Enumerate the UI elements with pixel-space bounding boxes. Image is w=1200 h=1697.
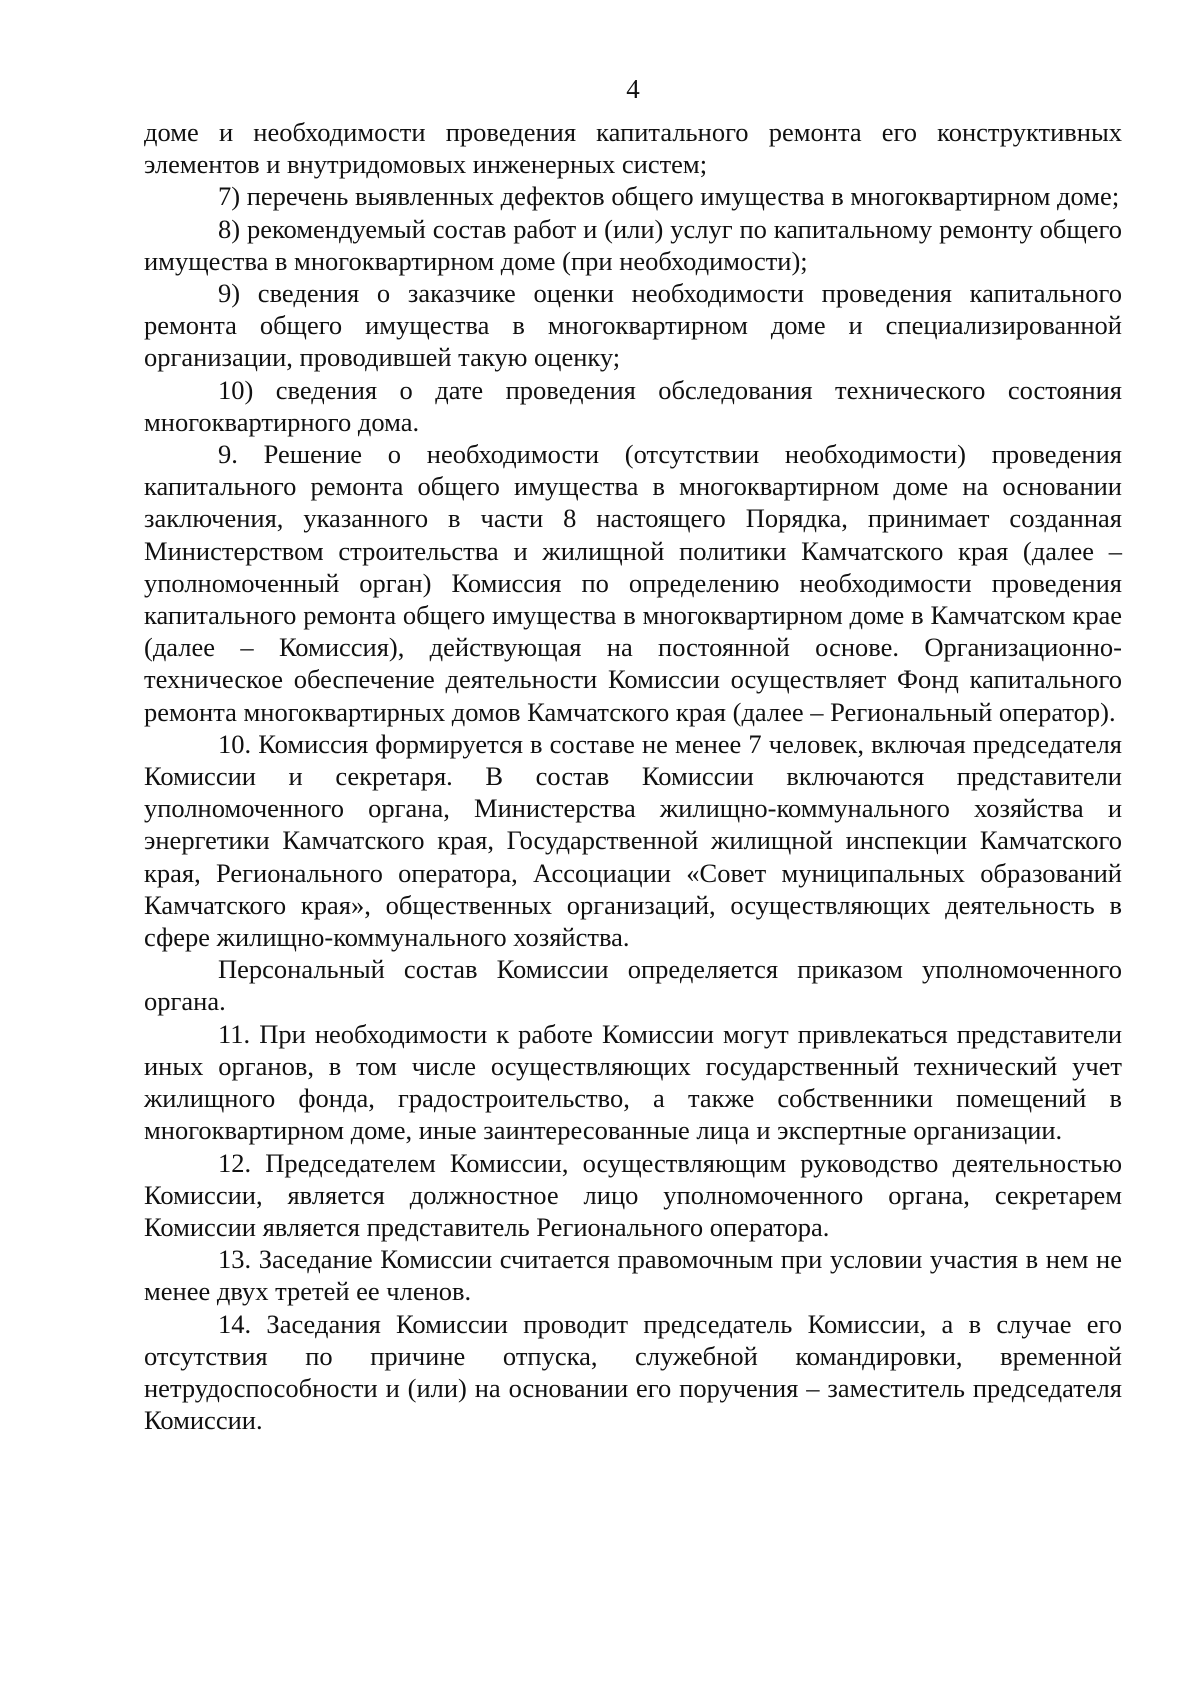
paragraph-item-10: 10) сведения о дате проведения обследования технического состояния многоквартирного дома. bbox=[144, 374, 1122, 437]
paragraph-continuation: доме и необходимости проведения капитального ремонта его конструктивных элементов и внутридомовых инженерных систем; bbox=[144, 117, 1122, 180]
paragraph-item-7: 7) перечень выявленных дефектов общего имущества в многоквартирном доме; bbox=[218, 181, 1120, 212]
paragraph-personal-composition: Персональный состав Комиссии определяется приказом уполномоченного органа. bbox=[144, 954, 1122, 1017]
paragraph-clause-14: 14. Заседания Комиссии проводит председатель Комиссии, а в случае его отсутствия по причине отпуска, служебной командировки, временной нетрудоспособности и (или) на основании его поручения – заместитель председателя Комиссии. bbox=[144, 1308, 1122, 1436]
paragraph-clause-10: 10. Комиссия формируется в составе не менее 7 человек, включая председателя Комиссии и секретаря. В состав Комиссии включаются представители уполномоченного органа, Министерства жилищно-коммунального хозяйства и энергетики Камчатского края, Государственной жилищной инспекции Камчатского края, Регионального оператора, Ассоциации «Совет муниципальных образований Камчатского края», общественных организаций, осуществляющих деятельность в сфере жилищно-коммунального хозяйства. bbox=[144, 728, 1122, 953]
paragraph-clause-9: 9. Решение о необходимости (отсутствии необходимости) проведения капитального ремонта общего имущества в многоквартирном доме на основании заключения, указанного в части 8 настоящего Порядка, принимает созданная Министерством строительства и жилищной политики Камчатского края (далее – уполномоченный орган) Комиссия по определению необходимости проведения капитального ремонта общего имущества в многоквартирном доме в Камчатском крае (далее – Комиссия), действующая на постоянной основе. Организационно-техническое обеспечение деятельности Комиссии осуществляет Фонд капитального ремонта многоквартирных домов Камчатского края (далее – Региональный оператор). bbox=[144, 439, 1122, 727]
paragraph-item-8: 8) рекомендуемый состав работ и (или) услуг по капитальному ремонту общего имущества в многоквартирном доме (при необходимости); bbox=[144, 213, 1122, 276]
paragraph-clause-12: 12. Председателем Комиссии, осуществляющим руководство деятельностью Комиссии, является должностное лицо уполномоченного органа, секретарем Комиссии является представитель Регионального оператора. bbox=[144, 1147, 1122, 1242]
document-body bbox=[144, 116, 1122, 1436]
paragraph-clause-11: 11. При необходимости к работе Комиссии могут привлекаться представители иных органов, в том числе осуществляющих государственный технический учет жилищного фонда, градостроительство, а также собственники помещений в многоквартирном доме, иные заинтересованные лица и экспертные организации. bbox=[144, 1018, 1122, 1146]
paragraph-item-9: 9) сведения о заказчике оценки необходимости проведения капитального ремонта общего имущества в многоквартирном доме и специализированной организации, проводившей такую оценку; bbox=[144, 278, 1122, 373]
paragraph-clause-13: 13. Заседание Комиссии считается правомочным при условии участия в нем не менее двух третей ее членов. bbox=[144, 1244, 1122, 1307]
page-number: 4 bbox=[626, 74, 640, 104]
